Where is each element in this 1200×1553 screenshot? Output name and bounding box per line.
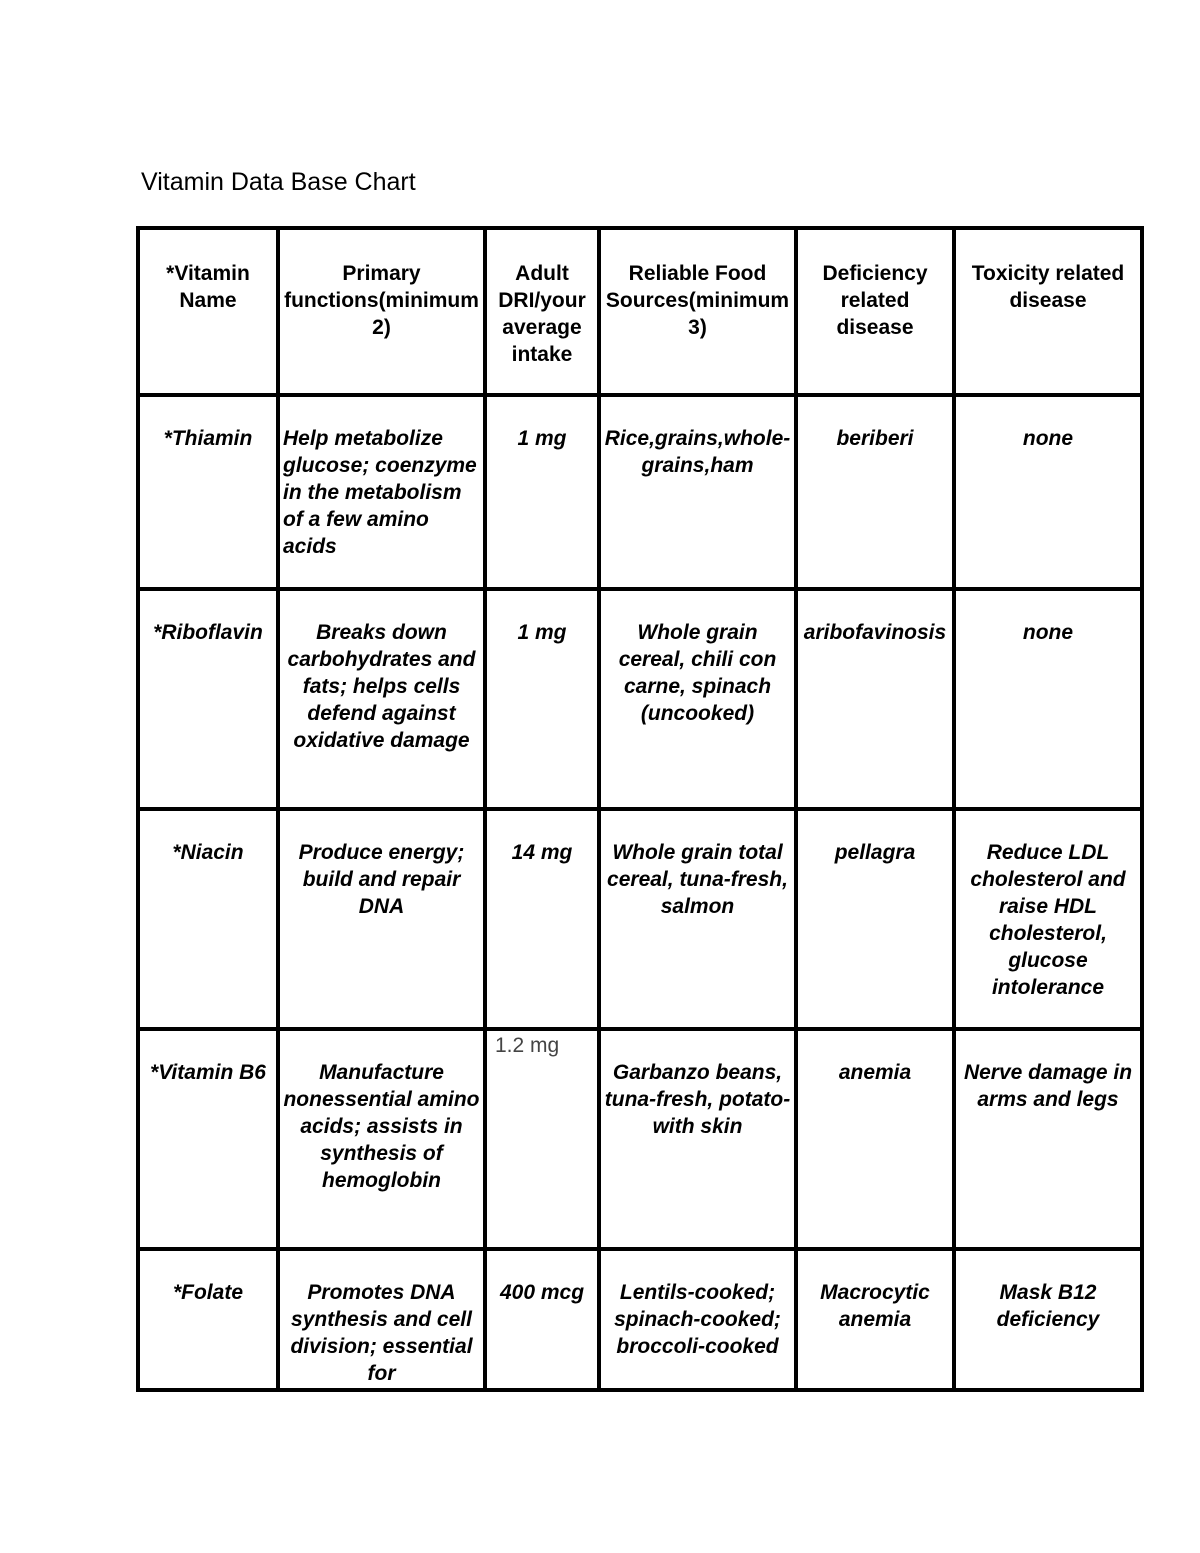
table-cell [954, 809, 1142, 1029]
header-deficiency: Deficiency related disease [822, 262, 928, 339]
vitamin-name-cell: *Thiamin [163, 427, 253, 450]
dri-cell: 1.2 mg [495, 1034, 560, 1057]
food-sources-cell: Garbanzo beans, tuna-fresh, potato-with skin [604, 1061, 791, 1138]
table-row [138, 589, 1142, 809]
table-cell [278, 395, 485, 589]
toxicity-cell: Mask B12 deficiency [996, 1281, 1100, 1331]
functions-cell: Produce energy; build and repair DNA [298, 841, 465, 918]
table-cell [954, 589, 1142, 809]
toxicity-cell: none [1022, 621, 1074, 644]
table-cell [485, 589, 599, 809]
table-cell [599, 1029, 796, 1249]
food-sources-cell: Whole grain cereal, chili con carne, spinach (uncooked) [618, 621, 777, 725]
header-cell [278, 228, 485, 395]
table-cell [278, 809, 485, 1029]
page-title: Vitamin Data Base Chart [141, 168, 416, 196]
table-cell [485, 1249, 599, 1390]
header-cell [138, 228, 278, 395]
functions-cell: Manufacture nonessential amino acids; assists in synthesis of hemoglobin [283, 1061, 480, 1192]
header-food-sources: Reliable Food Sources(minimum 3) [605, 262, 790, 339]
table-cell [796, 809, 954, 1029]
header-cell [954, 228, 1142, 395]
dri-cell: 1 mg [517, 427, 567, 450]
header-cell [796, 228, 954, 395]
food-sources-cell: Whole grain total cereal, tuna-fresh, salmon [607, 841, 788, 918]
deficiency-cell: Macrocytic anemia [820, 1281, 930, 1331]
table-cell [138, 1249, 278, 1390]
deficiency-cell: pellagra [834, 841, 916, 864]
vitamin-name-cell: *Folate [172, 1281, 243, 1304]
toxicity-cell: Nerve damage in arms and legs [963, 1061, 1133, 1111]
deficiency-cell: anemia [838, 1061, 912, 1084]
food-sources-cell: Lentils-cooked; spinach-cooked; broccoli-cooked [614, 1281, 781, 1358]
vitamin-table [136, 226, 1144, 1392]
food-sources-cell: Rice,grains,whole-grains,ham [604, 427, 791, 477]
functions-cell: Breaks down carbohydrates and fats; helps cells defend against oxidative damage [287, 621, 476, 752]
vitamin-name-cell: *Niacin [172, 841, 244, 864]
table-cell [954, 1249, 1142, 1390]
vitamin-name-cell: *Vitamin B6 [150, 1061, 266, 1084]
table-cell [138, 589, 278, 809]
table-cell [138, 395, 278, 589]
header-vitamin-name: *Vitamin Name [166, 262, 250, 312]
dri-cell: 1 mg [517, 621, 567, 644]
vitamin-name-cell: *Riboflavin [153, 621, 263, 644]
table-cell [796, 395, 954, 589]
table-cell [954, 395, 1142, 589]
toxicity-cell: none [1022, 427, 1074, 450]
table-header-row [138, 228, 1142, 395]
header-toxicity: Toxicity related disease [971, 262, 1125, 312]
table-cell [138, 809, 278, 1029]
header-adult-dri: Adult DRI/your average intake [498, 262, 586, 366]
table-cell [278, 1029, 485, 1249]
table-cell [485, 1029, 599, 1249]
header-primary-functions: Primary functions(minimum 2) [284, 262, 479, 339]
table-row [138, 1249, 1142, 1390]
table-cell [485, 395, 599, 589]
table-cell [796, 1249, 954, 1390]
table-row [138, 1029, 1142, 1249]
table-row [138, 395, 1142, 589]
table-cell [278, 589, 485, 809]
table-cell [796, 1029, 954, 1249]
header-cell [485, 228, 599, 395]
dri-cell: 14 mg [511, 841, 573, 864]
table-cell [485, 809, 599, 1029]
table-cell [138, 1029, 278, 1249]
deficiency-cell: aribofavinosis [803, 621, 947, 644]
table-cell [599, 589, 796, 809]
table-cell [278, 1249, 485, 1390]
header-cell [599, 228, 796, 395]
table-row [138, 809, 1142, 1029]
functions-cell: Help metabolize glucose; coenzyme in the metabolism of a few amino acids [283, 427, 477, 558]
table-cell [599, 1249, 796, 1390]
table-cell [599, 395, 796, 589]
deficiency-cell: beriberi [836, 427, 914, 450]
toxicity-cell: Reduce LDL cholesterol and raise HDL cholesterol, glucose intolerance [970, 841, 1126, 999]
dri-cell: 400 mcg [499, 1281, 585, 1304]
functions-cell: Promotes DNA synthesis and cell division; essential for [290, 1281, 473, 1385]
table-cell [796, 589, 954, 809]
table-cell [599, 809, 796, 1029]
table-cell [954, 1029, 1142, 1249]
